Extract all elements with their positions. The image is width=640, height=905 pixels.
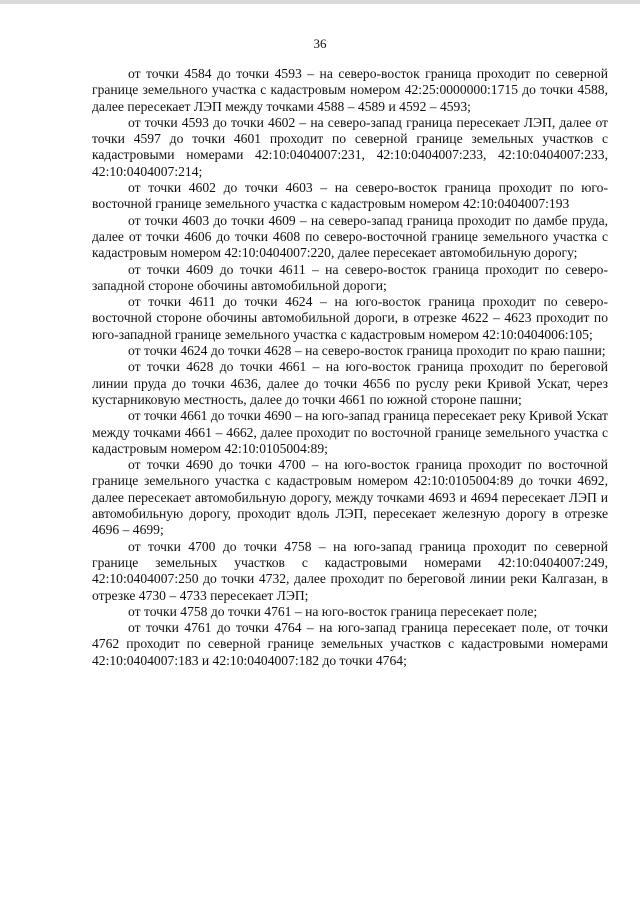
paragraph: от точки 4593 до точки 4602 – на северо-запад граница пересекает ЛЭП, далее от точки 4597 до точки 4601 проходит по северной границе земельных участков с кадастровыми номерами 42:10:0404007:231, 42:10:0404007:233, 42:10:0404007:233, 42:10:0404007:214; [92,114,608,179]
paragraph: от точки 4603 до точки 4609 – на северо-запад граница проходит по дамбе пруда, далее от точки 4606 до точки 4608 по северо-восточной границе земельного участка с кадастровым номером 42:10:0404007:220, далее пересекает автомобильную дорогу; [92,212,608,261]
paragraph: от точки 4700 до точки 4758 – на юго-запад граница проходит по северной границе земельных участков с кадастровыми номерами 42:10:0404007:249, 42:10:0404007:250 до точки 4732, далее проходит по береговой линии реки Калгазан, в отрезке 4730 – 4733 пересекает ЛЭП; [92,538,608,603]
paragraph: от точки 4602 до точки 4603 – на северо-восток граница проходит по юго-восточной границе земельного участка с кадастровым номером 42:10:0404007:193 [92,180,608,212]
paragraph: от точки 4584 до точки 4593 – на северо-восток граница проходит по северной границе земельного участка с кадастровым номером 42:25:0000000:1715 до точки 4588, далее пересекает ЛЭП между точками 4588 – 4589 и 4592 – 4593; [92,66,608,114]
paragraph: от точки 4761 до точки 4764 – на юго-запад граница пересекает поле, от точки 4762 проходит по северной границе земельных участков с кадастровыми номерами 42:10:0404007:183 и 42:10:0404007:182 до точки 4764; [92,620,608,668]
paragraph: от точки 4661 до точки 4690 – на юго-запад граница пересекает реку Кривой Ускат между точками 4661 – 4662, далее проходит по восточной границе земельного участка с кадастровым номером 42:10:0105004:89; [92,408,608,456]
boundary-description-text [92,66,608,669]
paragraph: от точки 4624 до точки 4628 – на северо-восток граница проходит по краю пашни; [128,343,606,359]
paragraph: от точки 4690 до точки 4700 – на юго-восток граница проходит по восточной границе земельного участка с кадастровым номером 42:10:0105004:89 до точки 4692, далее пересекает автомобильную дорогу, между точками 4693 и 4694 пересекает ЛЭП и автомобильную дорогу, проходит вдоль ЛЭП, пересекает железную дорогу в отрезке 4696 – 4699; [92,457,608,538]
paragraph: от точки 4758 до точки 4761 – на юго-восток граница пересекает поле; [128,603,538,619]
page-number: 36 [313,36,327,51]
paragraph: от точки 4611 до точки 4624 – на юго-восток граница проходит по северо-восточной стороне обочины автомобильной дороги, в отрезке 4622 – 4623 проходит по юго-западной границе земельного участка с кадастровым номером 42:10:0404006:105; [92,294,608,342]
scan-top-edge [0,0,640,4]
paragraph: от точки 4609 до точки 4611 – на северо-восток граница проходит по северо-западной стороне обочины автомобильной дороги; [92,261,608,293]
paragraph: от точки 4628 до точки 4661 – на юго-восток граница проходит по береговой линии пруда до точки 4636, далее до точки 4656 по руслу реки Кривой Ускат, через кустарниковую местность, далее до точки 4661 по южной стороне пашни; [92,359,608,407]
